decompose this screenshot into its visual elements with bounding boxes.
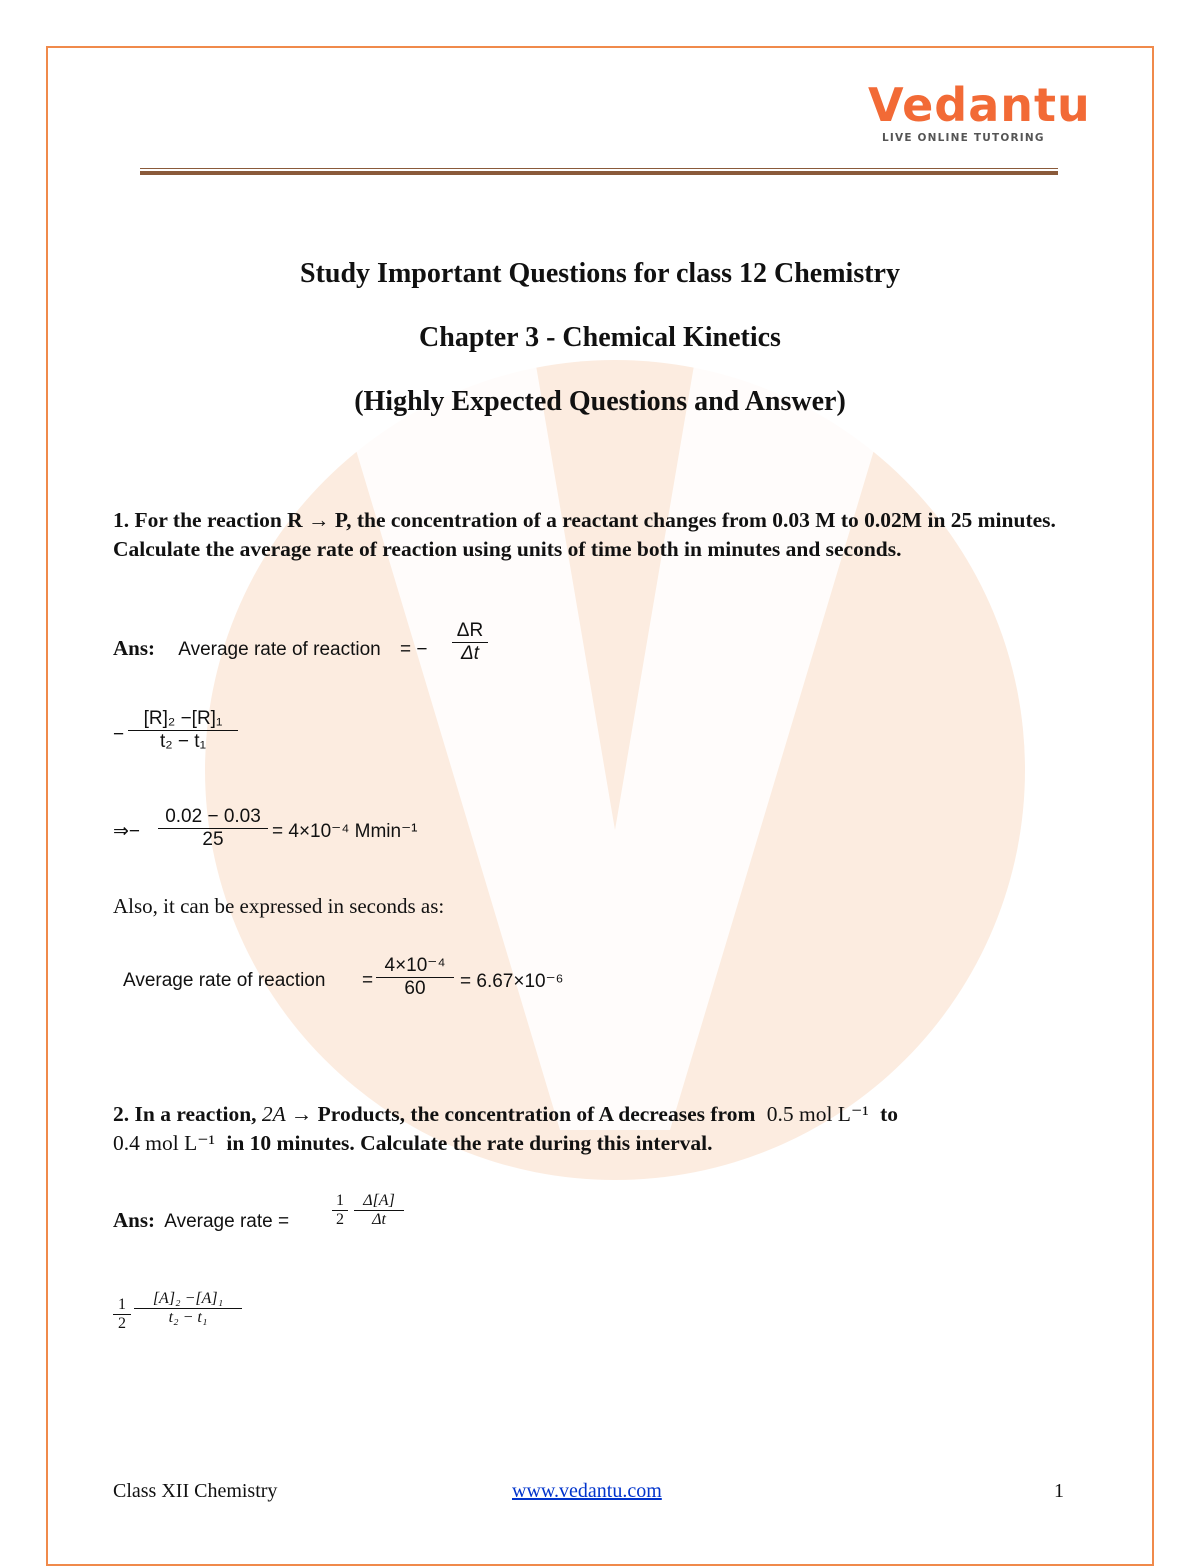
vedantu-logo[interactable] [868, 78, 1091, 150]
header-rule-bottom [140, 171, 1058, 175]
q1-eq2-numerator: [R]₂ −[R]₁ [143, 708, 223, 729]
q2-eq1-coefficient [332, 1192, 348, 1229]
q1-eq2-fraction [128, 708, 238, 753]
q1-eq1-fraction [452, 620, 488, 665]
footer-website-link[interactable]: www.vedantu.com [512, 1480, 662, 1502]
q1-eq1-prefix: = − [399, 639, 428, 660]
q2-eq1-coef-num: 1 [336, 1192, 344, 1209]
subtitle: (Highly Expected Questions and Answer) [354, 386, 846, 417]
q1-eq1-denominator: Δt [460, 643, 480, 664]
q1-ans-lead: Average rate of reaction [178, 639, 381, 660]
q1-eq3-result: = 4×10⁻⁴ Mmin⁻¹ [272, 821, 418, 842]
page-title: Study Important Questions for class 12 Chemistry [300, 258, 900, 289]
q2-eq1-coef-den: 2 [336, 1211, 344, 1228]
q2-text-b: Products, the concentration of A decreases from [317, 1102, 756, 1126]
q2-answer-line-1 [113, 1208, 289, 1233]
q1-eq3-denominator: 25 [202, 829, 224, 850]
q2-math-final: 0.4 mol L⁻¹ [113, 1131, 215, 1155]
q1-eq3-fraction [158, 806, 268, 851]
q2-eq2-numerator: [A]₂ −[A]₁ [152, 1290, 224, 1307]
q2-math-reaction: 2A → [261, 1102, 313, 1126]
q1-ans-label: Ans: [113, 636, 156, 660]
q1-eq2-denominator: t₂ − t₁ [160, 731, 206, 752]
q2-text-d: in 10 minutes. Calculate the rate during this interval. [226, 1131, 713, 1155]
q2-eq1-numerator: Δ[A] [363, 1192, 395, 1209]
q2-text-a: 2. In a reaction, [113, 1102, 257, 1126]
q1-eq4-numerator: 4×10⁻⁴ [384, 955, 446, 976]
q2-eq2-fraction [134, 1290, 242, 1327]
chapter-title: Chapter 3 - Chemical Kinetics [419, 322, 781, 353]
q1-also-text: Also, it can be expressed in seconds as: [113, 894, 445, 918]
q2-text-c: to [880, 1102, 899, 1126]
header-rule-top [140, 168, 1058, 169]
q2-eq1-denominator: Δt [372, 1211, 386, 1228]
footer-class-label: Class XII Chemistry [113, 1480, 278, 1502]
q1-eq3-numerator: 0.02 − 0.03 [165, 806, 261, 827]
logo-tagline: LIVE ONLINE TUTORING [882, 132, 1045, 144]
q2-ans-lead: Average rate = [164, 1211, 290, 1232]
q2-math-initial: 0.5 mol L⁻¹ [766, 1102, 869, 1126]
q1-eq4-lead: Average rate of reaction [123, 970, 326, 991]
q1-eq4-result: = 6.67×10⁻⁶ [460, 971, 564, 992]
q2-eq2-coefficient [113, 1296, 131, 1333]
q1-eq4-fraction [376, 954, 454, 1000]
question-2 [113, 1100, 1073, 1158]
q1-eq1-numerator: ΔR [456, 620, 484, 641]
q2-eq1-fraction [354, 1192, 404, 1229]
q2-ans-label: Ans: [113, 1208, 156, 1232]
q1-eq4-prefix: = [362, 970, 374, 991]
logo-wordmark: Vedantu [868, 78, 1091, 132]
q1-eq4-denominator: 60 [404, 978, 426, 999]
q1-eq3-prefix: ⇒− [113, 821, 141, 842]
q2-eq2-coef-den: 2 [118, 1315, 126, 1332]
q2-eq2-denominator: t₂ − t₁ [168, 1309, 208, 1326]
question-1: 1. For the reaction R → P, the concentration of a reactant changes from 0.03 M to 0.02M in 25 minutes. Calculate the average rate of reaction using units of time both in minutes and seconds. [113, 508, 1056, 561]
q1-eq2-prefix: − [113, 724, 125, 745]
q2-eq2-coef-num: 1 [118, 1296, 126, 1313]
q1-answer-line-1 [113, 636, 427, 661]
page-number: 1 [1054, 1480, 1064, 1502]
